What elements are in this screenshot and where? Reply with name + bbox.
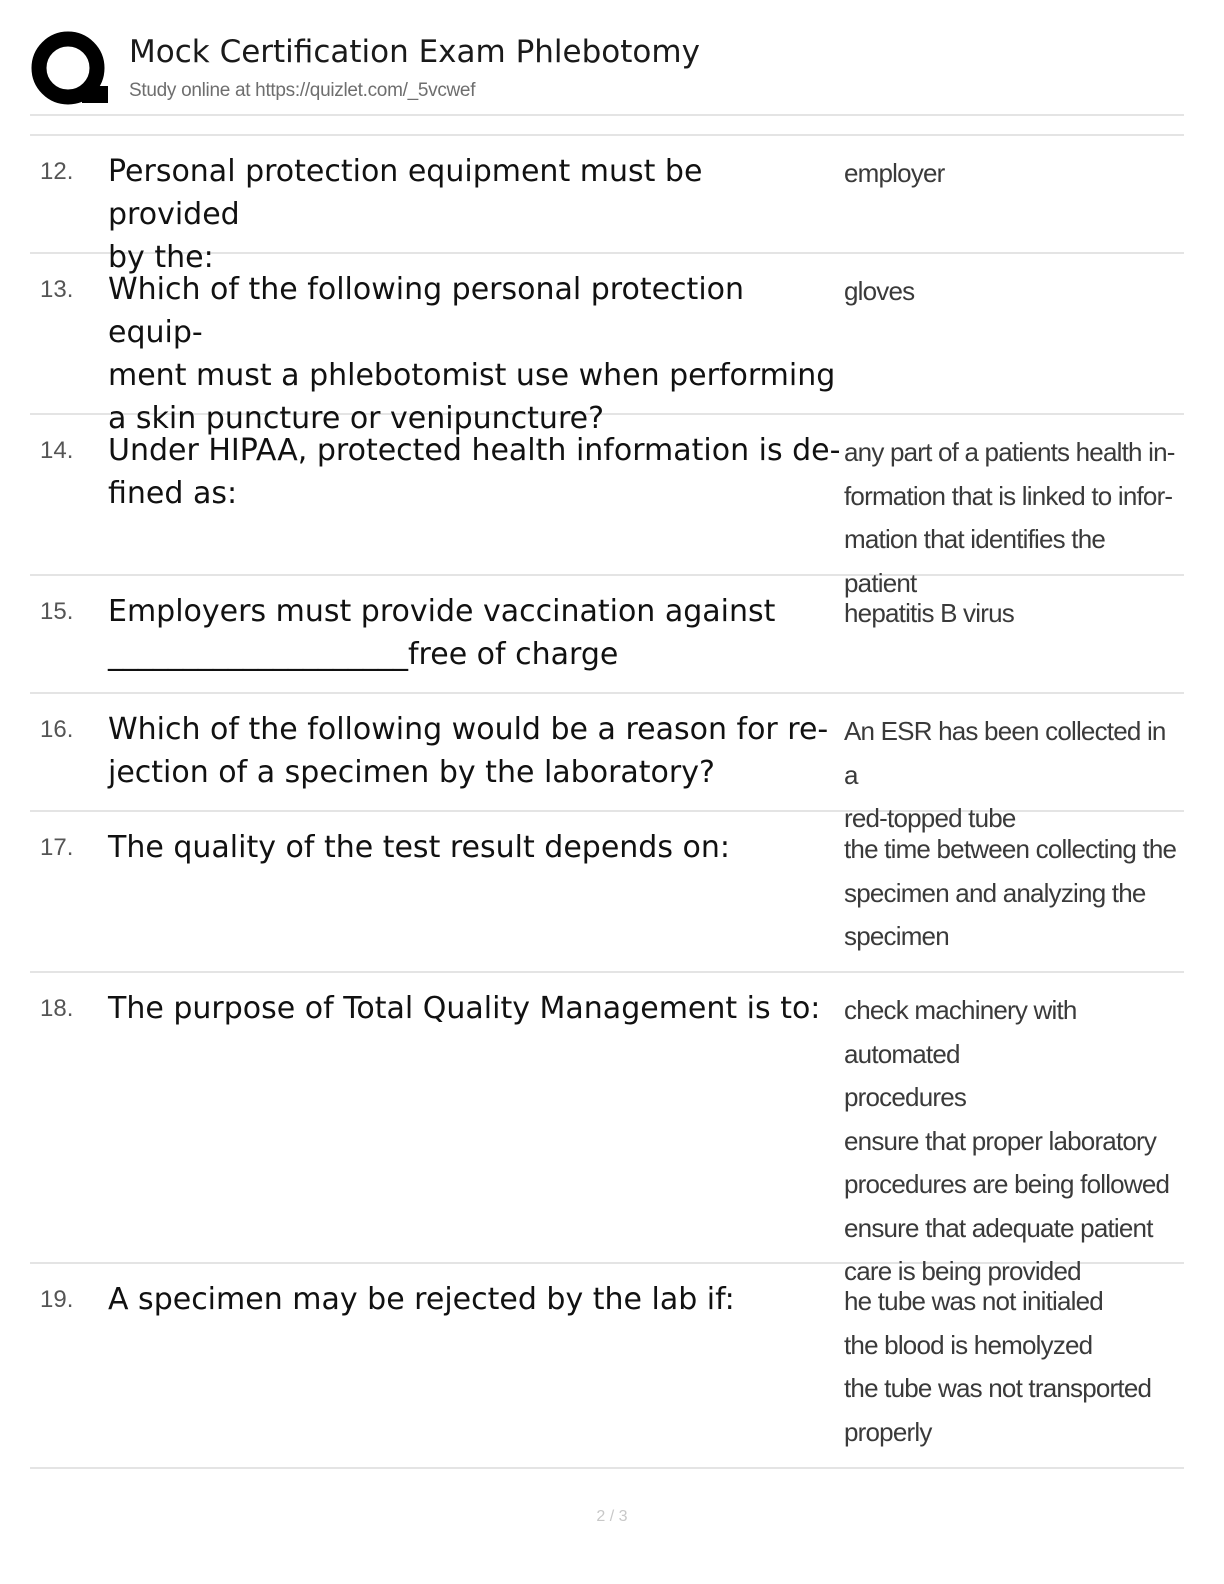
card-definition: any part of a patients health in- formation that is linked to infor- mation that identifies the patient: [844, 437, 1175, 598]
flashcard-row: [30, 973, 1184, 1286]
card-term: A specimen may be rejected by the lab if:: [108, 1282, 735, 1317]
page-number: 2 / 3: [596, 1508, 628, 1525]
card-term: Which of the following would be a reason for re- jection of a specimen by the laboratory?: [108, 712, 829, 790]
card-definition: employer: [844, 158, 945, 188]
flashcard-row: [30, 576, 1184, 694]
card-number: 19.: [40, 1286, 74, 1313]
flashcard-row: [30, 136, 1184, 275]
flashcard-row: [30, 254, 1184, 436]
flashcard-row: [30, 415, 1184, 598]
flashcard-row: [30, 812, 1184, 973]
flashcard-row: [30, 694, 1184, 833]
card-term: The purpose of Total Quality Management is to:: [108, 991, 821, 1026]
card-definition: An ESR has been collected in a red-topped tube: [844, 716, 1166, 833]
card-number: 17.: [40, 834, 74, 861]
study-online-link[interactable]: Study online at https://quizlet.com/_5vcwef: [129, 80, 476, 101]
card-definition: check machinery with automated procedures ensure that proper laboratory procedures are being followed ensure that adequate patient care is being provided: [844, 995, 1170, 1286]
card-number: 13.: [40, 276, 74, 303]
card-term: Employers must provide vaccination against ____________________free of charge: [108, 594, 776, 672]
card-definition: he tube was not initialed the blood is hemolyzed the tube was not transported properly: [844, 1286, 1152, 1447]
page-header: [30, 28, 1184, 116]
card-term: The quality of the test result depends on:: [108, 830, 730, 865]
card-number: 16.: [40, 716, 74, 743]
card-term: Which of the following personal protection equip- ment must a phlebotomist use when performing a skin puncture or venipuncture?: [108, 272, 836, 436]
document-title: Mock Certification Exam Phlebotomy: [129, 34, 700, 70]
card-number: 18.: [40, 995, 74, 1022]
quizlet-q-logo-icon: [30, 30, 110, 110]
card-number: 15.: [40, 598, 74, 625]
card-term: Under HIPAA, protected health information is de- fined as:: [108, 433, 841, 511]
card-number: 12.: [40, 158, 74, 185]
card-definition: the time between collecting the specimen and analyzing the specimen: [844, 834, 1177, 951]
card-number: 14.: [40, 437, 74, 464]
flashcard-list: [30, 134, 1184, 1469]
flashcard-row: [30, 1264, 1184, 1469]
card-definition: gloves: [844, 276, 915, 306]
card-definition: hepatitis B virus: [844, 598, 1014, 628]
card-term: Personal protection equipment must be provided by the:: [108, 154, 703, 275]
